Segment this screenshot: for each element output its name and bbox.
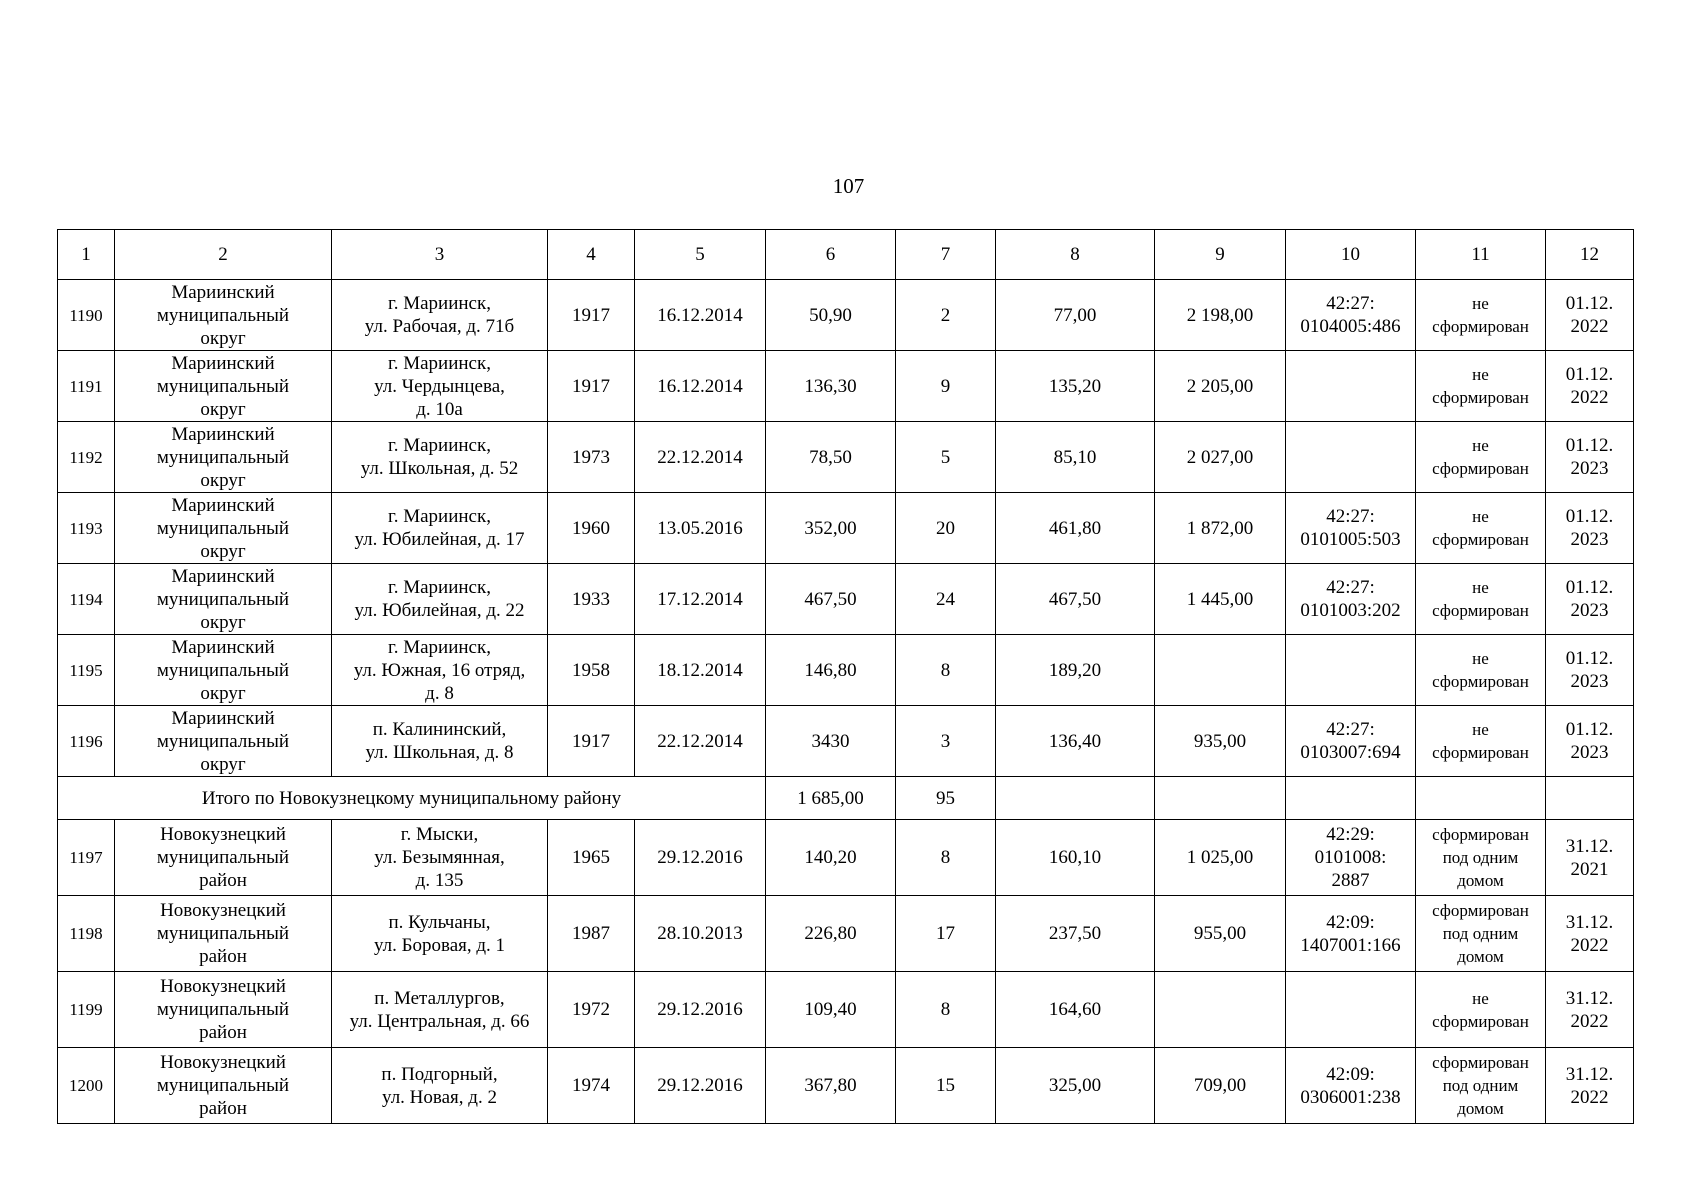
land-plot-status-cell-line: сформирован [1432, 388, 1529, 407]
municipality-cell-line: район [199, 1022, 247, 1043]
area-total-cell: 136,40 [996, 706, 1155, 777]
cadastral-number-cell-line: 0101008: [1314, 847, 1387, 868]
cadastral-number-cell-line: 0103007:694 [1300, 742, 1401, 763]
deadline-cell-line: 01.12. [1565, 648, 1614, 669]
deadline-cell-line: 01.12. [1565, 506, 1614, 527]
land-plot-status-cell-line: сформирован [1432, 317, 1529, 336]
cadastral-number-cell [1286, 972, 1416, 1048]
deadline-cell [1546, 972, 1634, 1048]
municipality-cell-line: Новокузнецкий [160, 900, 286, 921]
land-plot-status-cell [1416, 896, 1546, 972]
municipality-cell-line: район [199, 1098, 247, 1119]
address-cell-line: г. Мариинск, [388, 435, 491, 456]
land-plot-status-cell-line: не [1472, 649, 1489, 668]
column-number-row [58, 230, 1634, 280]
column-number: 2 [115, 230, 332, 280]
address-cell [332, 422, 548, 493]
cadastral-number-cell-line: 42:27: [1326, 506, 1375, 527]
deadline-cell-line: 2022 [1570, 316, 1609, 337]
table-row [58, 493, 1634, 564]
area-cell: 352,00 [766, 493, 896, 564]
deadline-cell-line: 01.12. [1565, 364, 1614, 385]
empty-cell [996, 777, 1155, 820]
empty-cell [1286, 777, 1416, 820]
municipality-cell-line: муниципальный [156, 304, 290, 326]
subtotal-count: 95 [896, 777, 996, 820]
land-plot-status-cell-line: не [1472, 988, 1489, 1008]
municipality-cell-line: округ [200, 682, 246, 704]
area-total-cell: 77,00 [996, 280, 1155, 351]
cadastral-number-cell [1286, 280, 1416, 351]
column-number: 8 [996, 230, 1155, 280]
date-cell: 29.12.2016 [635, 820, 766, 896]
address-cell [332, 351, 548, 422]
address-cell-line: д. 135 [415, 870, 464, 891]
date-cell: 29.12.2016 [635, 972, 766, 1048]
address-cell-line: п. Кульчаны, [388, 911, 491, 933]
land-plot-status-cell-line: сформирован [1432, 530, 1529, 549]
municipality-cell-line: округ [200, 611, 246, 633]
address-cell-line: ул. Юбилейная, д. 22 [354, 600, 525, 621]
table-row [58, 422, 1634, 493]
land-plot-status-cell [1416, 351, 1546, 422]
municipality-cell [115, 564, 332, 635]
deadline-cell-line: 31.12. [1565, 911, 1614, 933]
value-cell: 2 205,00 [1155, 351, 1286, 422]
address-cell-line: ул. Рабочая, д. 71б [364, 316, 515, 337]
land-plot-status-cell-line: не [1472, 720, 1489, 739]
municipality-cell-line: Мариинский [171, 636, 275, 658]
date-cell: 16.12.2014 [635, 280, 766, 351]
deadline-cell [1546, 896, 1634, 972]
cadastral-number-cell-line: 42:27: [1326, 719, 1375, 740]
deadline-cell [1546, 493, 1634, 564]
land-plot-status-cell [1416, 493, 1546, 564]
date-cell: 18.12.2014 [635, 635, 766, 706]
address-cell-line: ул. Новая, д. 2 [382, 1086, 497, 1108]
cadastral-number-cell [1286, 706, 1416, 777]
cadastral-number-cell-line: 2887 [1331, 870, 1370, 891]
municipality-cell-line: округ [200, 327, 246, 349]
land-plot-status-cell-line: под одним [1442, 924, 1519, 943]
address-cell-line: п. Калининский, [372, 719, 507, 740]
land-plot-status-cell-line: домом [1457, 947, 1504, 966]
area-total-cell: 135,20 [996, 351, 1155, 422]
municipality-cell-line: муниципальный [156, 1075, 290, 1096]
count-cell: 8 [896, 972, 996, 1048]
area-total-cell: 237,50 [996, 896, 1155, 972]
deadline-cell [1546, 1048, 1634, 1124]
address-cell [332, 1048, 548, 1124]
year-built-cell: 1917 [548, 706, 635, 777]
table-row [58, 280, 1634, 351]
area-cell: 3430 [766, 706, 896, 777]
land-plot-status-cell-line: сформирован [1432, 743, 1529, 762]
value-cell [1155, 972, 1286, 1048]
area-cell: 146,80 [766, 635, 896, 706]
cadastral-number-cell [1286, 564, 1416, 635]
municipality-cell-line: Новокузнецкий [160, 824, 286, 845]
address-cell-line: ул. Школьная, д. 8 [365, 742, 514, 763]
land-plot-status-cell [1416, 635, 1546, 706]
year-built-cell: 1960 [548, 493, 635, 564]
year-built-cell: 1958 [548, 635, 635, 706]
municipality-cell [115, 280, 332, 351]
date-cell: 17.12.2014 [635, 564, 766, 635]
row-number-cell: 1197 [58, 820, 115, 896]
deadline-cell-line: 2022 [1570, 1010, 1609, 1032]
column-number: 9 [1155, 230, 1286, 280]
address-cell-line: ул. Безымянная, [374, 847, 505, 868]
municipality-cell-line: муниципальный [156, 730, 290, 752]
municipality-cell [115, 351, 332, 422]
count-cell: 24 [896, 564, 996, 635]
year-built-cell: 1965 [548, 820, 635, 896]
count-cell: 9 [896, 351, 996, 422]
cadastral-number-cell-line: 0101005:503 [1300, 529, 1401, 550]
area-cell: 136,30 [766, 351, 896, 422]
cadastral-number-cell-line: 42:09: [1326, 911, 1375, 933]
value-cell [1155, 635, 1286, 706]
address-cell-line: г. Мариинск, [388, 352, 491, 374]
deadline-cell [1546, 564, 1634, 635]
deadline-cell-line: 2023 [1570, 671, 1609, 692]
land-plot-status-cell-line: сформирован [1432, 1011, 1529, 1031]
column-number: 12 [1546, 230, 1634, 280]
municipality-cell-line: муниципальный [156, 847, 290, 868]
page-number: 107 [832, 174, 865, 198]
land-plot-status-cell-line: домом [1457, 871, 1504, 890]
area-cell: 226,80 [766, 896, 896, 972]
subtotal-label: Итого по Новокузнецкому муниципальному району [58, 777, 766, 820]
deadline-cell-line: 2023 [1570, 529, 1609, 550]
cadastral-number-cell-line: 0306001:238 [1300, 1086, 1401, 1108]
year-built-cell: 1972 [548, 972, 635, 1048]
empty-cell [1155, 777, 1286, 820]
date-cell: 16.12.2014 [635, 351, 766, 422]
area-total-cell: 461,80 [996, 493, 1155, 564]
municipality-cell-line: Мариинский [171, 707, 275, 729]
column-number: 10 [1286, 230, 1416, 280]
land-plot-status-cell [1416, 706, 1546, 777]
subtotal-row [58, 777, 1634, 820]
column-number: 7 [896, 230, 996, 280]
municipality-cell-line: муниципальный [156, 659, 290, 681]
date-cell: 22.12.2014 [635, 706, 766, 777]
municipality-cell-line: район [199, 870, 247, 891]
value-cell: 1 445,00 [1155, 564, 1286, 635]
count-cell: 20 [896, 493, 996, 564]
row-number-cell: 1199 [58, 972, 115, 1048]
deadline-cell-line: 2021 [1570, 858, 1609, 880]
address-cell-line: ул. Боровая, д. 1 [373, 934, 506, 956]
deadline-cell-line: 2022 [1570, 387, 1609, 408]
year-built-cell: 1933 [548, 564, 635, 635]
count-cell: 8 [896, 635, 996, 706]
count-cell: 5 [896, 422, 996, 493]
date-cell: 13.05.2016 [635, 493, 766, 564]
municipality-cell-line: округ [200, 540, 246, 562]
year-built-cell: 1917 [548, 280, 635, 351]
cadastral-number-cell [1286, 820, 1416, 896]
count-cell: 8 [896, 820, 996, 896]
row-number-cell: 1194 [58, 564, 115, 635]
municipality-cell-line: Новокузнецкий [160, 976, 286, 997]
row-number-cell: 1191 [58, 351, 115, 422]
table-row [58, 820, 1634, 896]
cadastral-number-cell [1286, 351, 1416, 422]
cadastral-number-cell-line: 42:27: [1326, 577, 1375, 598]
cadastral-number-cell-line: 0104005:486 [1300, 316, 1401, 337]
municipality-cell [115, 422, 332, 493]
municipality-cell-line: муниципальный [156, 375, 290, 397]
date-cell: 29.12.2016 [635, 1048, 766, 1124]
land-plot-status-cell [1416, 972, 1546, 1048]
deadline-cell-line: 01.12. [1565, 719, 1614, 740]
area-cell: 140,20 [766, 820, 896, 896]
municipality-cell [115, 820, 332, 896]
municipality-cell-line: Мариинский [171, 281, 275, 303]
address-cell-line: ул. Юбилейная, д. 17 [354, 529, 525, 550]
table-row [58, 564, 1634, 635]
deadline-cell-line: 2022 [1570, 1086, 1609, 1108]
area-total-cell: 160,10 [996, 820, 1155, 896]
column-number: 4 [548, 230, 635, 280]
table-row [58, 1048, 1634, 1124]
count-cell: 2 [896, 280, 996, 351]
deadline-cell-line: 2023 [1570, 742, 1609, 763]
land-plot-status-cell-line: сформирован [1432, 601, 1529, 620]
area-cell: 467,50 [766, 564, 896, 635]
address-cell [332, 706, 548, 777]
land-plot-status-cell [1416, 1048, 1546, 1124]
deadline-cell-line: 2022 [1570, 934, 1609, 956]
table-row [58, 972, 1634, 1048]
area-cell: 367,80 [766, 1048, 896, 1124]
area-total-cell: 164,60 [996, 972, 1155, 1048]
row-number-cell: 1200 [58, 1048, 115, 1124]
deadline-cell [1546, 706, 1634, 777]
year-built-cell: 1917 [548, 351, 635, 422]
municipality-cell-line: округ [200, 398, 246, 420]
count-cell: 17 [896, 896, 996, 972]
land-plot-status-cell-line: сформирован [1432, 825, 1529, 844]
cadastral-number-cell [1286, 1048, 1416, 1124]
table-row [58, 706, 1634, 777]
cadastral-number-cell [1286, 635, 1416, 706]
address-cell [332, 635, 548, 706]
deadline-cell [1546, 820, 1634, 896]
municipality-cell-line: муниципальный [156, 517, 290, 539]
municipality-cell-line: округ [200, 753, 246, 775]
land-plot-status-cell [1416, 280, 1546, 351]
deadline-cell-line: 2023 [1570, 600, 1609, 621]
municipality-cell-line: Мариинский [171, 565, 275, 587]
value-cell: 1 872,00 [1155, 493, 1286, 564]
count-cell: 3 [896, 706, 996, 777]
municipality-cell-line: муниципальный [156, 999, 290, 1020]
deadline-cell [1546, 635, 1634, 706]
address-cell-line: г. Мариинск, [388, 506, 491, 527]
year-built-cell: 1974 [548, 1048, 635, 1124]
address-cell-line: д. 8 [425, 682, 454, 704]
municipality-cell [115, 493, 332, 564]
municipality-cell-line: Мариинский [171, 352, 275, 374]
date-cell: 28.10.2013 [635, 896, 766, 972]
address-cell-line: ул. Южная, 16 отряд, [353, 659, 526, 681]
column-number: 3 [332, 230, 548, 280]
land-plot-status-cell-line: не [1472, 365, 1489, 384]
cadastral-number-cell [1286, 896, 1416, 972]
area-cell: 50,90 [766, 280, 896, 351]
municipality-cell-line: Мариинский [171, 494, 275, 516]
date-cell: 22.12.2014 [635, 422, 766, 493]
municipality-cell-line: муниципальный [156, 446, 290, 468]
cadastral-number-cell-line: 42:29: [1326, 824, 1375, 845]
municipality-cell-line: Новокузнецкий [160, 1052, 286, 1073]
row-number-cell: 1196 [58, 706, 115, 777]
address-cell-line: г. Мариинск, [388, 636, 491, 658]
cadastral-number-cell-line: 0101003:202 [1300, 600, 1401, 621]
row-number-cell: 1193 [58, 493, 115, 564]
land-plot-status-cell-line: не [1472, 436, 1489, 455]
deadline-cell [1546, 280, 1634, 351]
count-cell: 15 [896, 1048, 996, 1124]
deadline-cell-line: 01.12. [1565, 577, 1614, 598]
area-total-cell: 467,50 [996, 564, 1155, 635]
row-number-cell: 1190 [58, 280, 115, 351]
deadline-cell-line: 01.12. [1565, 293, 1614, 314]
address-cell-line: ул. Центральная, д. 66 [349, 1010, 530, 1032]
address-cell [332, 493, 548, 564]
land-plot-status-cell [1416, 422, 1546, 493]
cadastral-number-cell-line: 42:09: [1326, 1063, 1375, 1085]
address-cell [332, 896, 548, 972]
address-cell [332, 972, 548, 1048]
land-plot-status-cell-line: не [1472, 578, 1489, 597]
column-number: 5 [635, 230, 766, 280]
municipality-cell-line: Мариинский [171, 423, 275, 445]
deadline-cell-line: 01.12. [1565, 435, 1614, 456]
address-cell-line: ул. Школьная, д. 52 [360, 458, 519, 479]
value-cell: 955,00 [1155, 896, 1286, 972]
cadastral-number-cell-line: 1407001:166 [1300, 934, 1401, 956]
address-cell [332, 280, 548, 351]
area-cell: 109,40 [766, 972, 896, 1048]
deadline-cell-line: 31.12. [1565, 835, 1614, 857]
address-cell-line: ул. Чердынцева, [374, 375, 505, 397]
cadastral-number-cell-line: 42:27: [1326, 293, 1375, 314]
address-cell-line: п. Подгорный, [381, 1063, 498, 1085]
value-cell: 935,00 [1155, 706, 1286, 777]
area-cell: 78,50 [766, 422, 896, 493]
year-built-cell: 1973 [548, 422, 635, 493]
address-cell [332, 820, 548, 896]
housing-registry-table [57, 229, 1634, 1124]
address-cell-line: г. Мариинск, [388, 577, 491, 598]
municipality-cell [115, 972, 332, 1048]
row-number-cell: 1192 [58, 422, 115, 493]
cadastral-number-cell [1286, 493, 1416, 564]
land-plot-status-cell-line: не [1472, 294, 1489, 313]
table-row [58, 351, 1634, 422]
cadastral-number-cell [1286, 422, 1416, 493]
address-cell-line: д. 10а [416, 398, 463, 420]
table-body [58, 230, 1634, 1124]
address-cell-line: г. Мариинск, [388, 293, 491, 314]
row-number-cell: 1198 [58, 896, 115, 972]
address-cell-line: п. Металлургов, [374, 987, 505, 1009]
deadline-cell [1546, 422, 1634, 493]
empty-cell [1546, 777, 1634, 820]
subtotal-area: 1 685,00 [766, 777, 896, 820]
municipality-cell-line: округ [200, 469, 246, 491]
value-cell: 709,00 [1155, 1048, 1286, 1124]
table-row [58, 896, 1634, 972]
column-number: 6 [766, 230, 896, 280]
land-plot-status-cell [1416, 564, 1546, 635]
value-cell: 1 025,00 [1155, 820, 1286, 896]
year-built-cell: 1987 [548, 896, 635, 972]
area-total-cell: 325,00 [996, 1048, 1155, 1124]
deadline-cell [1546, 351, 1634, 422]
land-plot-status-cell [1416, 820, 1546, 896]
land-plot-status-cell-line: под одним [1442, 848, 1519, 867]
row-number-cell: 1195 [58, 635, 115, 706]
land-plot-status-cell-line: домом [1457, 1099, 1504, 1118]
address-cell-line: г. Мыски, [400, 824, 479, 845]
table-row [58, 635, 1634, 706]
column-number: 1 [58, 230, 115, 280]
area-total-cell: 85,10 [996, 422, 1155, 493]
address-cell [332, 564, 548, 635]
empty-cell [1416, 777, 1546, 820]
value-cell: 2 198,00 [1155, 280, 1286, 351]
area-total-cell: 189,20 [996, 635, 1155, 706]
land-plot-status-cell-line: не [1472, 507, 1489, 526]
land-plot-status-cell-line: сформирован [1432, 672, 1529, 691]
municipality-cell [115, 706, 332, 777]
municipality-cell-line: район [199, 946, 247, 967]
column-number: 11 [1416, 230, 1546, 280]
land-plot-status-cell-line: сформирован [1432, 1053, 1529, 1072]
deadline-cell-line: 2023 [1570, 458, 1609, 479]
land-plot-status-cell-line: сформирован [1432, 459, 1529, 478]
land-plot-status-cell-line: сформирован [1432, 901, 1529, 920]
municipality-cell [115, 1048, 332, 1124]
municipality-cell [115, 635, 332, 706]
municipality-cell-line: муниципальный [156, 923, 290, 944]
land-plot-status-cell-line: под одним [1442, 1076, 1519, 1095]
deadline-cell-line: 31.12. [1565, 1063, 1614, 1085]
municipality-cell-line: муниципальный [156, 588, 290, 610]
deadline-cell-line: 31.12. [1565, 987, 1614, 1009]
municipality-cell [115, 896, 332, 972]
value-cell: 2 027,00 [1155, 422, 1286, 493]
